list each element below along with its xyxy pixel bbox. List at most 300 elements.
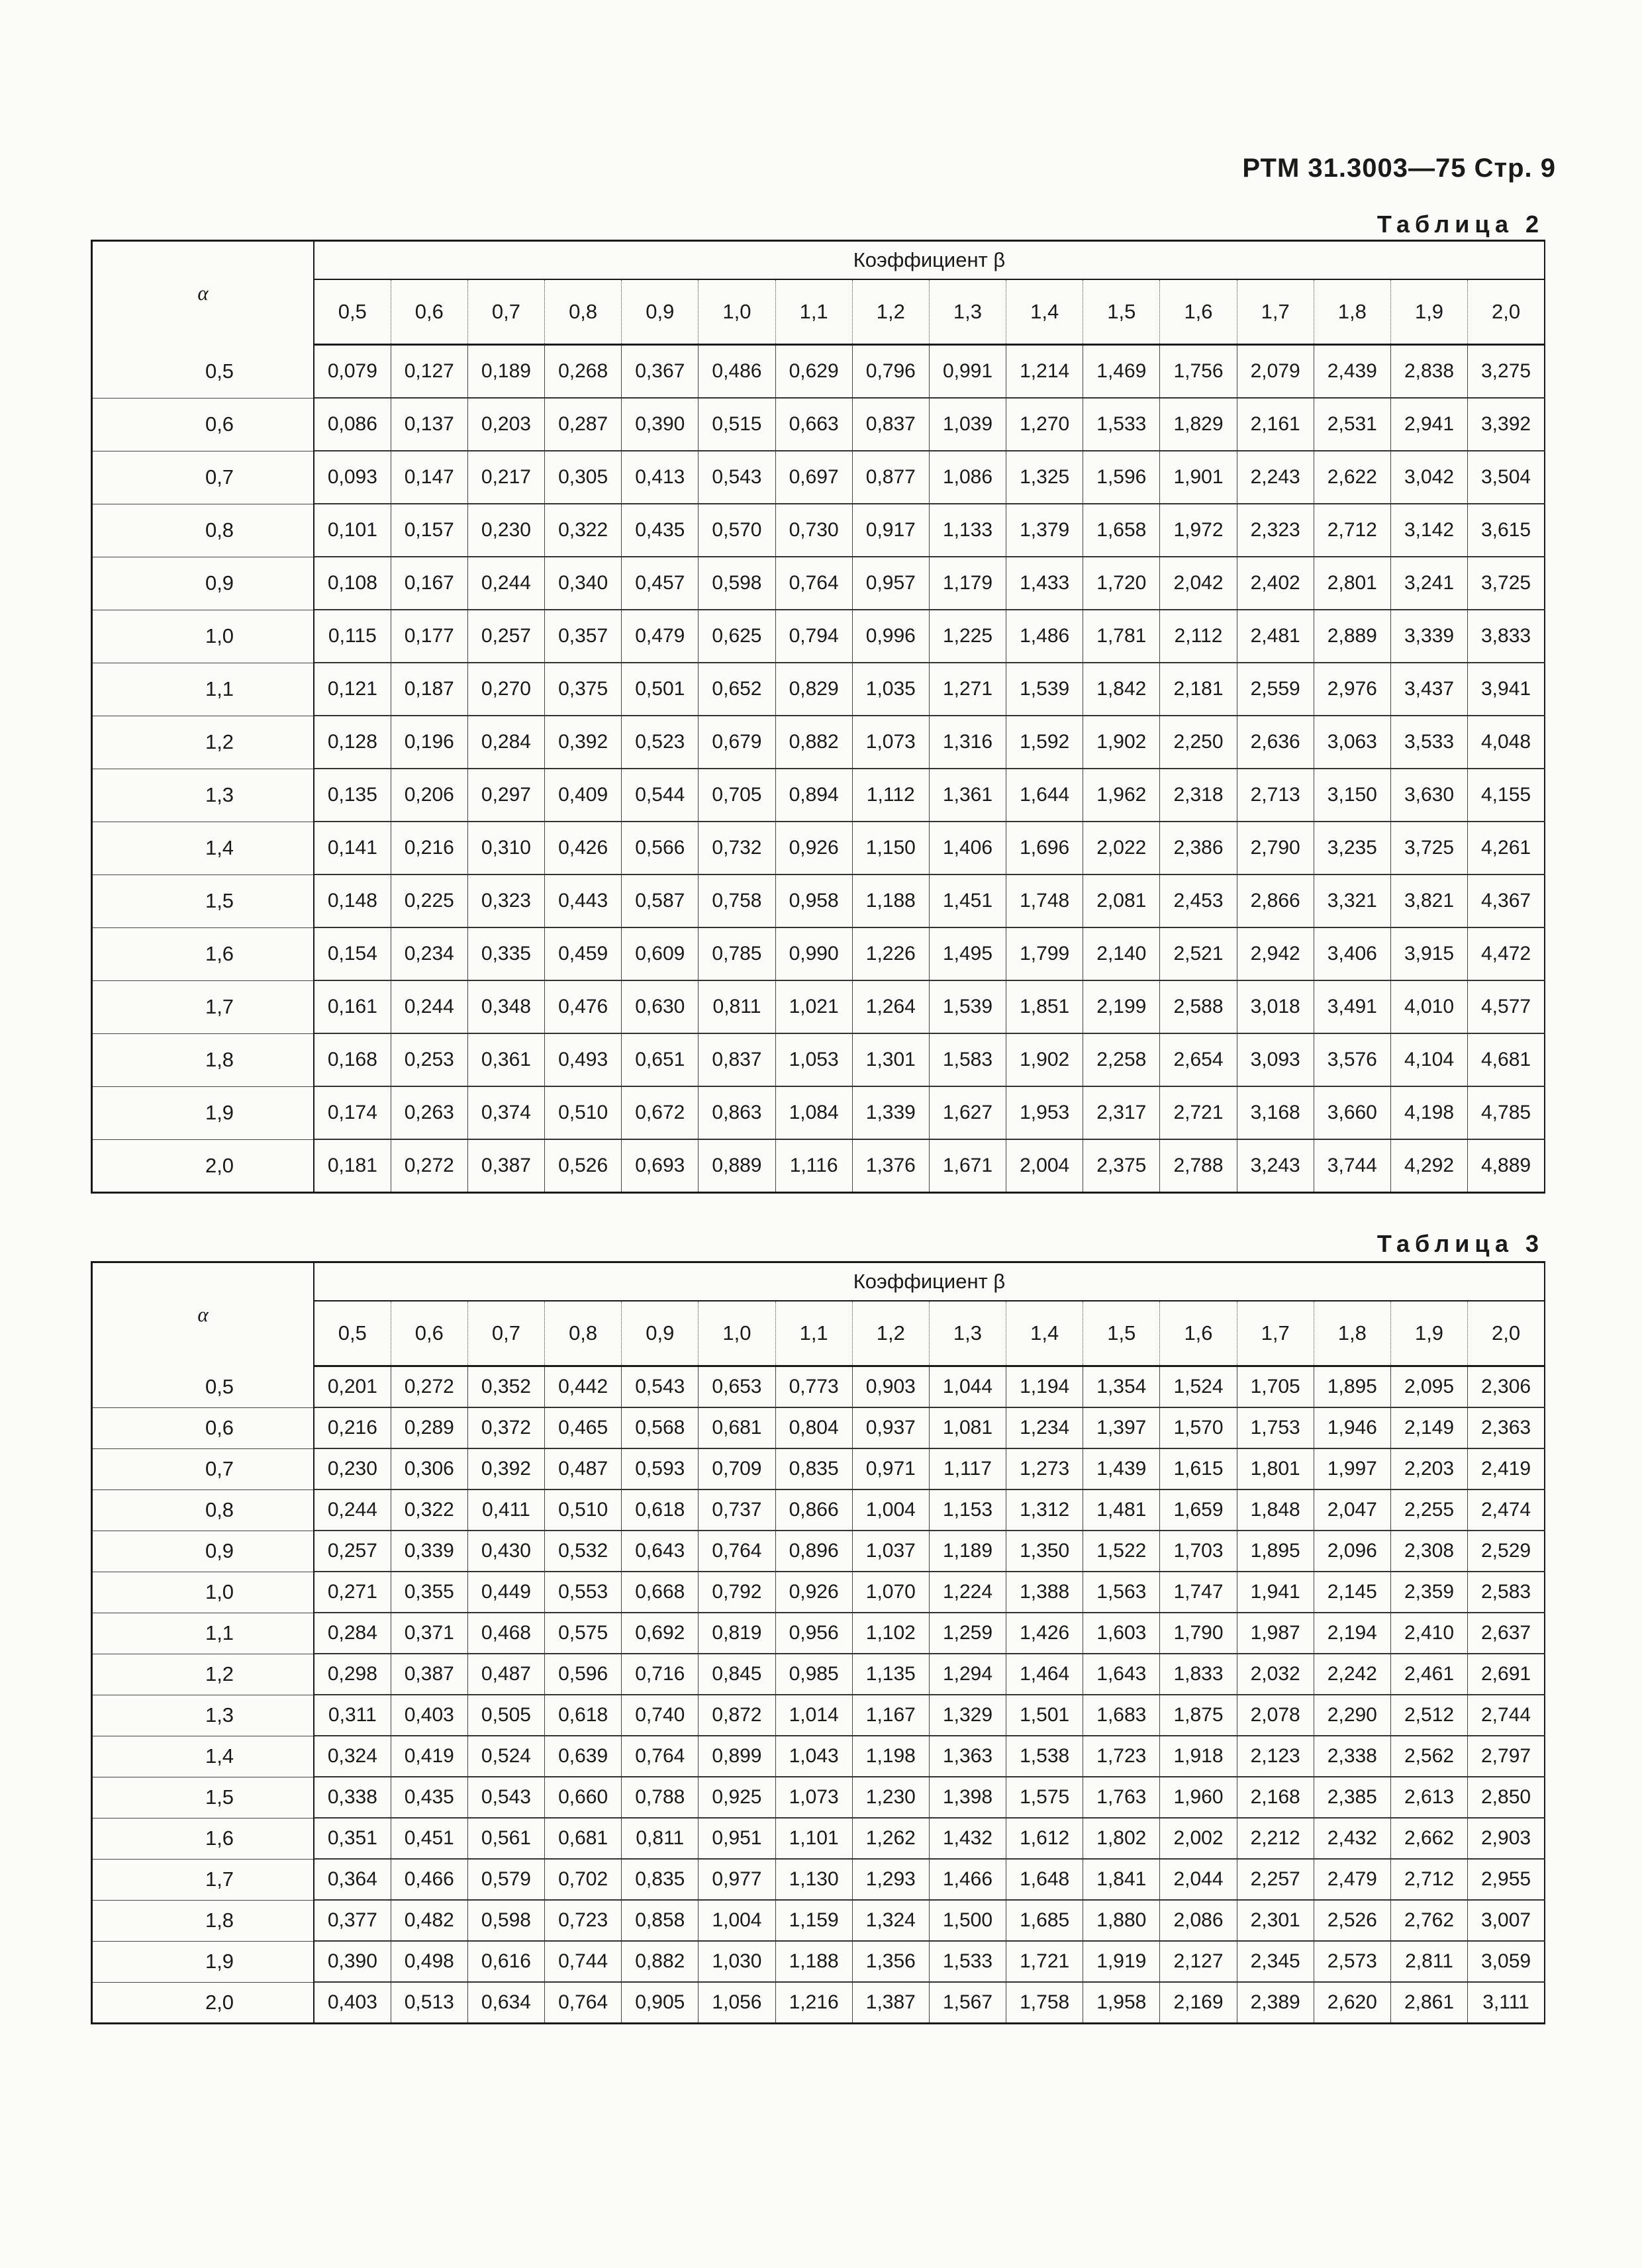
table-cell: 1,398 [929, 1777, 1006, 1818]
table-cell: 0,147 [391, 451, 467, 504]
table-cell: 0,705 [699, 769, 775, 822]
table-cell: 0,794 [775, 610, 852, 663]
table-cell: 0,216 [391, 822, 467, 874]
beta-column-header: 2,0 [1468, 1301, 1545, 1366]
table-cell: 3,833 [1468, 610, 1545, 663]
alpha-value: 1,7 [92, 1859, 314, 1900]
table-cell: 0,596 [545, 1654, 622, 1695]
table-cell: 1,188 [775, 1941, 852, 1982]
table-cell: 0,137 [391, 398, 467, 451]
table-cell: 0,121 [314, 663, 391, 716]
table-cell: 1,539 [929, 980, 1006, 1033]
table-cell: 1,354 [1083, 1366, 1160, 1408]
table-cell: 3,018 [1237, 980, 1314, 1033]
table-cell: 1,644 [1006, 769, 1083, 822]
table-cell: 1,035 [852, 663, 929, 716]
table-cell: 0,392 [545, 716, 622, 769]
table-cell: 0,367 [622, 345, 699, 399]
table-cell: 1,039 [929, 398, 1006, 451]
table-row [92, 1448, 1545, 1489]
beta-column-header: 1,5 [1083, 279, 1160, 345]
alpha-value: 1,9 [92, 1086, 314, 1139]
table-cell: 1,153 [929, 1489, 1006, 1531]
table-cell: 1,464 [1006, 1654, 1083, 1695]
alpha-value: 1,2 [92, 716, 314, 769]
table-cell: 1,262 [852, 1818, 929, 1859]
table-cell: 0,476 [545, 980, 622, 1033]
table-cell: 0,203 [467, 398, 544, 451]
table-cell: 0,926 [775, 1572, 852, 1613]
table-cell: 0,148 [314, 874, 391, 927]
table-cell: 2,140 [1083, 927, 1160, 980]
table-cell: 1,781 [1083, 610, 1160, 663]
table-cell: 0,270 [467, 663, 544, 716]
table-cell: 0,877 [852, 451, 929, 504]
table-cell: 0,479 [622, 610, 699, 663]
table-cell: 2,095 [1390, 1366, 1467, 1408]
table-cell: 0,651 [622, 1033, 699, 1086]
table-cell: 1,875 [1160, 1695, 1237, 1736]
table-cell: 0,526 [545, 1139, 622, 1193]
alpha-value: 1,0 [92, 610, 314, 663]
alpha-value: 1,2 [92, 1654, 314, 1695]
table-cell: 1,379 [1006, 504, 1083, 557]
table-cell: 0,086 [314, 398, 391, 451]
table-cell: 0,872 [699, 1695, 775, 1736]
table-cell: 3,243 [1237, 1139, 1314, 1193]
table-cell: 2,096 [1314, 1531, 1390, 1572]
table-cell: 1,432 [929, 1818, 1006, 1859]
table-cell: 2,744 [1468, 1695, 1545, 1736]
table-cell: 1,919 [1083, 1941, 1160, 1982]
table-row [92, 716, 1545, 769]
alpha-value: 1,0 [92, 1572, 314, 1613]
table-cell: 1,522 [1083, 1531, 1160, 1572]
table-cell: 3,321 [1314, 874, 1390, 927]
table-cell: 2,481 [1237, 610, 1314, 663]
table-cell: 0,426 [545, 822, 622, 874]
table-cell: 0,201 [314, 1366, 391, 1408]
table-cell: 2,306 [1468, 1366, 1545, 1408]
table-cell: 3,491 [1314, 980, 1390, 1033]
table-cell: 2,022 [1083, 822, 1160, 874]
table-cell: 0,403 [314, 1982, 391, 2024]
table-row [92, 1900, 1545, 1941]
table-cell: 0,598 [467, 1900, 544, 1941]
alpha-value: 1,4 [92, 822, 314, 874]
table-cell: 0,894 [775, 769, 852, 822]
table-cell: 0,625 [699, 610, 775, 663]
table-cell: 0,937 [852, 1407, 929, 1448]
table-cell: 0,593 [622, 1448, 699, 1489]
alpha-value: 2,0 [92, 1982, 314, 2024]
table-cell: 1,533 [929, 1941, 1006, 1982]
table-3-body [92, 1366, 1545, 2024]
table-cell: 3,615 [1468, 504, 1545, 557]
table-cell: 1,167 [852, 1695, 929, 1736]
table-row [92, 1489, 1545, 1531]
table-cell: 0,466 [391, 1859, 467, 1900]
table-cell: 1,387 [852, 1982, 929, 2024]
table-cell: 4,048 [1468, 716, 1545, 769]
table-cell: 1,406 [929, 822, 1006, 874]
table-cell: 2,345 [1237, 1941, 1314, 1982]
table-cell: 2,588 [1160, 980, 1237, 1033]
table-cell: 0,284 [314, 1613, 391, 1654]
table-cell: 0,764 [622, 1736, 699, 1777]
table-cell: 0,837 [852, 398, 929, 451]
table-cell: 1,224 [929, 1572, 1006, 1613]
table-row [92, 1777, 1545, 1818]
table-row [92, 927, 1545, 980]
table-cell: 1,014 [775, 1695, 852, 1736]
table-cell: 1,325 [1006, 451, 1083, 504]
table-cell: 1,648 [1006, 1859, 1083, 1900]
table-cell: 0,297 [467, 769, 544, 822]
table-cell: 1,225 [929, 610, 1006, 663]
table-cell: 0,510 [545, 1489, 622, 1531]
table-cell: 2,801 [1314, 557, 1390, 610]
table-cell: 0,459 [545, 927, 622, 980]
table-row [92, 451, 1545, 504]
table-cell: 0,375 [545, 663, 622, 716]
table-cell: 2,255 [1390, 1489, 1467, 1531]
table-cell: 0,926 [775, 822, 852, 874]
table-cell: 0,268 [545, 345, 622, 399]
table-cell: 2,512 [1390, 1695, 1467, 1736]
alpha-value: 1,6 [92, 1818, 314, 1859]
table-cell: 0,372 [467, 1407, 544, 1448]
table-cell: 0,958 [775, 874, 852, 927]
table-cell: 0,322 [545, 504, 622, 557]
table-cell: 0,465 [545, 1407, 622, 1448]
table-cell: 0,764 [699, 1531, 775, 1572]
table-cell: 2,386 [1160, 822, 1237, 874]
table-cell: 0,322 [391, 1489, 467, 1531]
table-cell: 0,135 [314, 769, 391, 822]
table-cell: 4,785 [1468, 1086, 1545, 1139]
table-cell: 0,785 [699, 927, 775, 980]
table-cell: 0,324 [314, 1736, 391, 1777]
beta-column-header: 1,2 [852, 279, 929, 345]
beta-column-header: 1,0 [699, 1301, 775, 1366]
table-cell: 0,348 [467, 980, 544, 1033]
table-row [92, 1366, 1545, 1408]
table-cell: 3,275 [1468, 345, 1545, 399]
beta-column-header: 0,6 [391, 279, 467, 345]
table-cell: 2,127 [1160, 1941, 1237, 1982]
table-cell: 0,977 [699, 1859, 775, 1900]
table-cell: 1,748 [1006, 874, 1083, 927]
table-cell: 0,681 [699, 1407, 775, 1448]
table-cell: 2,531 [1314, 398, 1390, 451]
table-cell: 0,996 [852, 610, 929, 663]
table-cell: 4,472 [1468, 927, 1545, 980]
table-cell: 1,081 [929, 1407, 1006, 1448]
table-cell: 0,835 [775, 1448, 852, 1489]
table-cell: 1,696 [1006, 822, 1083, 874]
table-cell: 1,481 [1083, 1489, 1160, 1531]
table-cell: 0,257 [467, 610, 544, 663]
table-cell: 0,764 [545, 1982, 622, 2024]
table-cell: 0,819 [699, 1613, 775, 1654]
table-cell: 1,433 [1006, 557, 1083, 610]
table-cell: 2,168 [1237, 1777, 1314, 1818]
table-cell: 1,021 [775, 980, 852, 1033]
table-cell: 1,271 [929, 663, 1006, 716]
table-cell: 0,773 [775, 1366, 852, 1408]
table-cell: 0,364 [314, 1859, 391, 1900]
table-cell: 1,004 [852, 1489, 929, 1531]
table-row [92, 1941, 1545, 1982]
table-row [92, 1531, 1545, 1572]
table-cell: 3,241 [1390, 557, 1467, 610]
alpha-value: 0,5 [92, 1366, 314, 1408]
table-cell: 1,339 [852, 1086, 929, 1139]
beta-column-header: 0,7 [467, 1301, 544, 1366]
beta-column-header: 0,8 [545, 279, 622, 345]
table-cell: 0,174 [314, 1086, 391, 1139]
table-cell: 1,189 [929, 1531, 1006, 1572]
table-cell: 0,430 [467, 1531, 544, 1572]
table-cell: 1,324 [852, 1900, 929, 1941]
table-cell: 0,668 [622, 1572, 699, 1613]
table-cell: 4,155 [1468, 769, 1545, 822]
table-cell: 2,149 [1390, 1407, 1467, 1448]
table-cell: 0,498 [391, 1941, 467, 1982]
table-cell: 0,435 [391, 1777, 467, 1818]
table-cell: 0,740 [622, 1695, 699, 1736]
table-cell: 1,073 [852, 716, 929, 769]
table-cell: 1,500 [929, 1900, 1006, 1941]
table-cell: 0,234 [391, 927, 467, 980]
table-cell: 0,523 [622, 716, 699, 769]
table-cell: 0,702 [545, 1859, 622, 1900]
table-cell: 2,079 [1237, 345, 1314, 399]
alpha-value: 0,8 [92, 504, 314, 557]
table-cell: 1,997 [1314, 1448, 1390, 1489]
alpha-value: 1,1 [92, 663, 314, 716]
table-cell: 0,355 [391, 1572, 467, 1613]
table-cell: 0,128 [314, 716, 391, 769]
table-cell: 1,567 [929, 1982, 1006, 2024]
table-cell: 2,850 [1468, 1777, 1545, 1818]
table-cell: 2,323 [1237, 504, 1314, 557]
table-cell: 0,487 [467, 1654, 544, 1695]
table-cell: 2,123 [1237, 1736, 1314, 1777]
table-row [92, 504, 1545, 557]
alpha-value: 1,3 [92, 1695, 314, 1736]
table-cell: 0,505 [467, 1695, 544, 1736]
beta-column-header: 0,5 [314, 279, 391, 345]
table-cell: 0,524 [467, 1736, 544, 1777]
table-cell: 3,744 [1314, 1139, 1390, 1193]
table-cell: 0,403 [391, 1695, 467, 1736]
table-cell: 1,439 [1083, 1448, 1160, 1489]
table-cell: 3,111 [1468, 1982, 1545, 2024]
table-cell: 0,618 [545, 1695, 622, 1736]
table-cell: 3,725 [1468, 557, 1545, 610]
table-cell: 1,350 [1006, 1531, 1083, 1572]
alpha-value: 0,9 [92, 1531, 314, 1572]
table-cell: 1,150 [852, 822, 929, 874]
table-cell: 0,187 [391, 663, 467, 716]
beta-column-header: 1,3 [929, 1301, 1006, 1366]
beta-column-header: 0,9 [622, 1301, 699, 1366]
table-cell: 0,609 [622, 927, 699, 980]
alpha-value: 1,4 [92, 1736, 314, 1777]
table-cell: 1,972 [1160, 504, 1237, 557]
table-cell: 2,521 [1160, 927, 1237, 980]
table-cell: 0,305 [545, 451, 622, 504]
beta-column-header: 1,8 [1314, 1301, 1390, 1366]
table-cell: 2,402 [1237, 557, 1314, 610]
beta-column-header: 0,6 [391, 1301, 467, 1366]
table-cell: 1,902 [1006, 1033, 1083, 1086]
table-cell: 1,833 [1160, 1654, 1237, 1695]
beta-column-header: 1,7 [1237, 279, 1314, 345]
table-cell: 1,198 [852, 1736, 929, 1777]
table-cell: 1,037 [852, 1531, 929, 1572]
table-cell: 1,043 [775, 1736, 852, 1777]
table-cell: 1,841 [1083, 1859, 1160, 1900]
table-cell: 2,203 [1390, 1448, 1467, 1489]
table-cell: 0,566 [622, 822, 699, 874]
table-cell: 1,538 [1006, 1736, 1083, 1777]
table-cell: 0,271 [314, 1572, 391, 1613]
table-cell: 0,660 [545, 1777, 622, 1818]
table-cell: 0,896 [775, 1531, 852, 1572]
table-cell: 3,941 [1468, 663, 1545, 716]
table-cell: 0,681 [545, 1818, 622, 1859]
alpha-header: α [92, 1262, 314, 1366]
table-cell: 2,212 [1237, 1818, 1314, 1859]
table-cell: 1,194 [1006, 1366, 1083, 1408]
table-cell: 3,576 [1314, 1033, 1390, 1086]
table-cell: 0,257 [314, 1531, 391, 1572]
table-cell: 0,544 [622, 769, 699, 822]
table-cell: 0,196 [391, 716, 467, 769]
table-cell: 1,273 [1006, 1448, 1083, 1489]
alpha-value: 1,5 [92, 1777, 314, 1818]
table-cell: 1,524 [1160, 1366, 1237, 1408]
table-cell: 0,161 [314, 980, 391, 1033]
beta-column-header: 1,4 [1006, 279, 1083, 345]
table-cell: 2,559 [1237, 663, 1314, 716]
table-cell: 1,918 [1160, 1736, 1237, 1777]
alpha-value: 0,6 [92, 398, 314, 451]
table-cell: 1,747 [1160, 1572, 1237, 1613]
alpha-value: 0,5 [92, 345, 314, 399]
table-cell: 2,308 [1390, 1531, 1467, 1572]
table-cell: 0,653 [699, 1366, 775, 1408]
table-cell: 2,044 [1160, 1859, 1237, 1900]
table-cell: 1,073 [775, 1777, 852, 1818]
table-cell: 1,533 [1083, 398, 1160, 451]
table-cell: 0,616 [467, 1941, 544, 1982]
table-cell: 3,063 [1314, 716, 1390, 769]
table-cell: 2,620 [1314, 1982, 1390, 2024]
table-cell: 4,010 [1390, 980, 1467, 1033]
table-cell: 0,115 [314, 610, 391, 663]
table-cell: 0,216 [314, 1407, 391, 1448]
table-cell: 2,889 [1314, 610, 1390, 663]
table-cell: 0,442 [545, 1366, 622, 1408]
table-cell: 0,361 [467, 1033, 544, 1086]
table-cell: 0,863 [699, 1086, 775, 1139]
table-cell: 1,829 [1160, 398, 1237, 451]
table-cell: 1,388 [1006, 1572, 1083, 1613]
table-cell: 0,829 [775, 663, 852, 716]
table-cell: 1,901 [1160, 451, 1237, 504]
table-3 [91, 1261, 1545, 2024]
table-row [92, 398, 1545, 451]
table-cell: 0,357 [545, 610, 622, 663]
table-cell: 0,956 [775, 1613, 852, 1654]
table-cell: 4,198 [1390, 1086, 1467, 1139]
table-cell: 0,716 [622, 1654, 699, 1695]
table-cell: 0,482 [391, 1900, 467, 1941]
table-cell: 0,390 [314, 1941, 391, 1982]
table-cell: 1,962 [1083, 769, 1160, 822]
table-2-body [92, 345, 1545, 1193]
table-cell: 1,958 [1083, 1982, 1160, 2024]
table-cell: 0,181 [314, 1139, 391, 1193]
table-cell: 0,289 [391, 1407, 467, 1448]
table-cell: 2,359 [1390, 1572, 1467, 1613]
table-cell: 0,652 [699, 663, 775, 716]
table-cell: 0,764 [775, 557, 852, 610]
table-cell: 0,845 [699, 1654, 775, 1695]
table-cell: 0,298 [314, 1654, 391, 1695]
table-cell: 1,329 [929, 1695, 1006, 1736]
table-cell: 1,486 [1006, 610, 1083, 663]
table-cell: 1,627 [929, 1086, 1006, 1139]
table-cell: 0,858 [622, 1900, 699, 1941]
table-cell: 0,263 [391, 1086, 467, 1139]
alpha-value: 1,1 [92, 1613, 314, 1654]
table-row [92, 1859, 1545, 1900]
table-cell: 0,513 [391, 1982, 467, 2024]
table-cell: 2,439 [1314, 345, 1390, 399]
beta-header: Коэффициент β [314, 1262, 1545, 1301]
table-cell: 4,577 [1468, 980, 1545, 1033]
table-cell: 0,468 [467, 1613, 544, 1654]
table-cell: 3,630 [1390, 769, 1467, 822]
table-cell: 1,583 [929, 1033, 1006, 1086]
table-cell: 2,654 [1160, 1033, 1237, 1086]
table-cell: 0,392 [467, 1448, 544, 1489]
table-cell: 1,270 [1006, 398, 1083, 451]
table-cell: 0,244 [314, 1489, 391, 1531]
table-cell: 0,663 [775, 398, 852, 451]
table-cell: 1,721 [1006, 1941, 1083, 1982]
table-cell: 4,367 [1468, 874, 1545, 927]
table-cell: 0,804 [775, 1407, 852, 1448]
beta-column-header: 1,0 [699, 279, 775, 345]
table-cell: 0,561 [467, 1818, 544, 1859]
table-cell: 0,510 [545, 1086, 622, 1139]
table-cell: 0,101 [314, 504, 391, 557]
alpha-header: α [92, 241, 314, 345]
table-cell: 0,340 [545, 557, 622, 610]
table-cell: 2,788 [1160, 1139, 1237, 1193]
table-cell: 0,457 [622, 557, 699, 610]
table-row [92, 1572, 1545, 1613]
table-cell: 1,671 [929, 1139, 1006, 1193]
table-cell: 1,361 [929, 769, 1006, 822]
table-cell: 4,292 [1390, 1139, 1467, 1193]
